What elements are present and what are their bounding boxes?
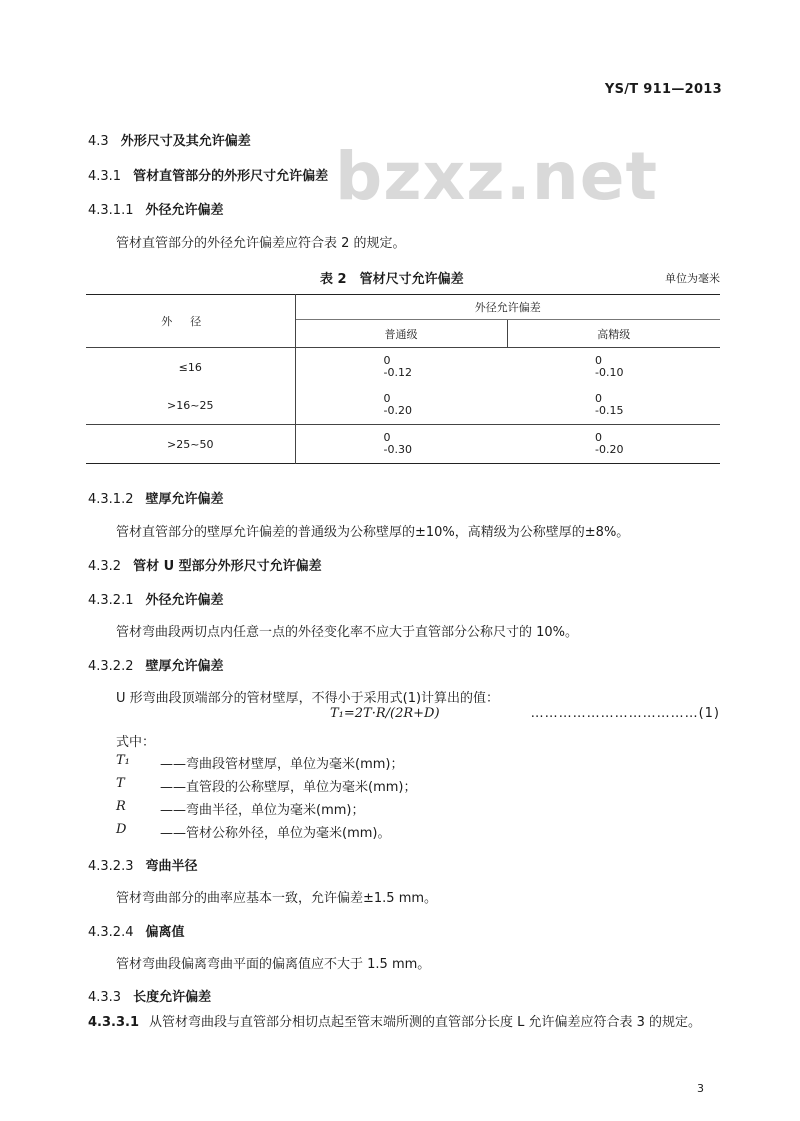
table-row: [86, 348, 720, 387]
heading-4-3-2-2: [88, 655, 224, 674]
table-row: [86, 386, 720, 425]
variable-description: ——弯曲段管材壁厚，单位为毫米(mm)；: [160, 757, 404, 772]
heading-number: 4.3: [88, 134, 109, 149]
paragraph-4-3-2-3: 管材弯曲部分的曲率应基本一致，允许偏差±1.5 mm。: [116, 891, 438, 906]
paragraph-4-3-2-1: 管材弯曲段两切点内任意一点的外径变化率不应大于直管部分公称尺寸的 10%。: [116, 625, 579, 640]
table-row: [86, 425, 720, 464]
cell-high: 0 -0.20: [595, 431, 624, 456]
cell-normal: 0 -0.12: [383, 354, 412, 379]
heading-title: 外径允许偏差: [145, 203, 224, 218]
heading-number: 4.3.2.1: [88, 593, 134, 608]
paragraph-4-3-1-2: 管材直管部分的壁厚允许偏差的普通级为公称壁厚的±10%，高精级为公称壁厚的±8%。: [116, 525, 630, 540]
cell-od: >25~50: [86, 425, 295, 464]
heading-title: 管材 U 型部分外形尺寸允许偏差: [133, 559, 322, 574]
heading-title: 壁厚允许偏差: [145, 492, 224, 507]
heading-4-3-2-4: [88, 921, 185, 940]
tolerance-table: [86, 294, 720, 464]
heading-title: 管材直管部分的外形尺寸允许偏差: [133, 169, 329, 184]
page-number: 3: [697, 1082, 704, 1095]
heading-number: 4.3.2.3: [88, 859, 134, 874]
heading-title: 长度允许偏差: [133, 990, 212, 1005]
heading-number: 4.3.1.1: [88, 203, 134, 218]
heading-4-3-2-3: [88, 855, 198, 874]
cell-od: >16~25: [86, 386, 295, 425]
heading-number: 4.3.2.4: [88, 925, 134, 940]
formula-where: 式中：: [116, 735, 156, 750]
paragraph-4-3-3-1: [88, 1012, 720, 1034]
heading-title: 偏离值: [145, 925, 185, 940]
heading-4-3-2-1: [88, 589, 224, 608]
variable-symbol: T: [116, 776, 125, 791]
paragraph-4-3-1-1: 管材直管部分的外径允许偏差应符合表 2 的规定。: [116, 236, 406, 251]
variable-description: ——管材公称外径，单位为毫米(mm)。: [160, 826, 391, 841]
cell-od: ≤16: [86, 348, 295, 387]
heading-title: 弯曲半径: [145, 859, 198, 874]
paragraph-4-3-2-2: U 形弯曲段顶端部分的管材壁厚，不得小于采用式(1)计算出的值：: [116, 691, 500, 706]
variable-symbol: T₁: [116, 753, 130, 768]
watermark: bzxz.net: [335, 138, 659, 215]
formula-number: ………………………………(1): [530, 706, 720, 721]
heading-title: 壁厚允许偏差: [145, 659, 224, 674]
cell-high: 0 -0.10: [595, 354, 624, 379]
paragraph-text: 从管材弯曲段与直管部分相切点起至管末端所测的直管部分长度 L 允许偏差应符合表 3 的规定。: [149, 1015, 702, 1030]
formula-expression: T₁=2T·R/(2R+D): [330, 706, 440, 721]
heading-4-3-3: [88, 986, 211, 1005]
header-outer-diameter: 外径: [86, 295, 295, 348]
heading-title: 外径允许偏差: [145, 593, 224, 608]
table-caption: 表 2 管材尺寸允许偏差: [320, 272, 464, 287]
cell-normal: 0 -0.20: [295, 386, 507, 425]
variable-symbol: D: [116, 822, 127, 837]
heading-number: 4.3.1: [88, 169, 122, 184]
cell-high: 0 -0.15: [507, 386, 720, 425]
heading-4-3-1: [88, 165, 328, 184]
heading-number: 4.3.1.2: [88, 492, 134, 507]
variable-description: ——弯曲半径，单位为毫米(mm)；: [160, 803, 365, 818]
cell-normal: 0 -0.30: [383, 431, 412, 456]
paragraph-4-3-2-4: 管材弯曲段偏离弯曲平面的偏离值应不大于 1.5 mm。: [116, 957, 431, 972]
heading-number: 4.3.3: [88, 990, 122, 1005]
heading-4-3-1-2: [88, 488, 224, 507]
header-od-tolerance: 外径允许偏差: [295, 295, 720, 320]
variable-description: ——直管段的公称壁厚，单位为毫米(mm)；: [160, 780, 417, 795]
document-code: YS/T 911—2013: [604, 82, 722, 97]
paragraph-number: 4.3.3.1: [88, 1015, 139, 1030]
heading-4-3-2: [88, 555, 322, 574]
heading-title: 外形尺寸及其允许偏差: [120, 134, 251, 149]
header-normal-grade: 普通级: [295, 320, 507, 348]
heading-number: 4.3.2: [88, 559, 122, 574]
table-unit: 单位为毫米: [665, 272, 720, 285]
heading-number: 4.3.2.2: [88, 659, 134, 674]
heading-4-3-1-1: [88, 199, 224, 218]
header-high-grade: 高精级: [507, 320, 720, 348]
variable-symbol: R: [116, 799, 126, 814]
heading-4-3: [88, 130, 251, 149]
